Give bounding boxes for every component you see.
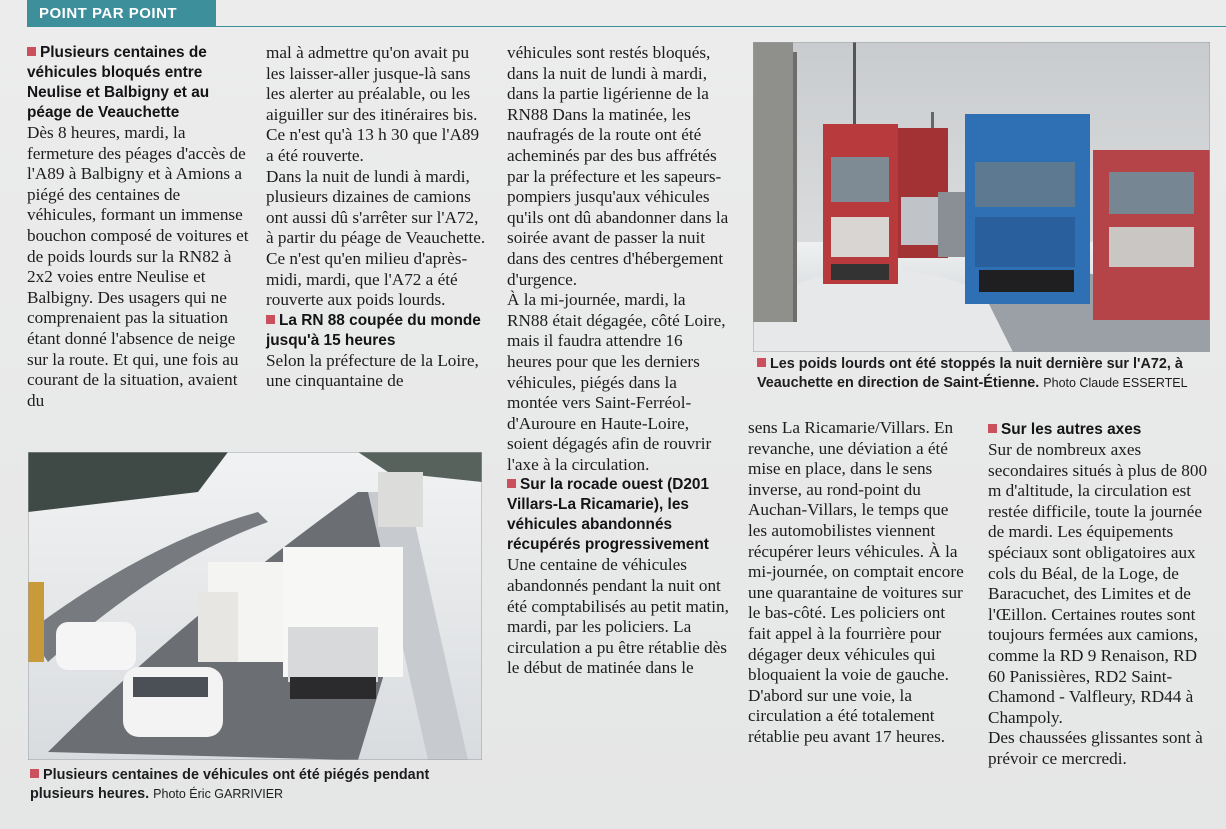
bullet-square-icon <box>266 315 275 324</box>
paragraph: sens La Ricamarie/Villars. En revanche, une déviation a été mise en place, dans le sens inverse, au rond-point du Auchan-Villars, le temps que les automobilistes viennent récupérer leurs véhicules. À la mi-journée, on comptait encore une quarantaine de voitures sur le bas-côté. Les policiers ont fait appel à la fourrière pour dégager deux véhicules qui bloquaient la voie de gauche. D'abord sur une voie, la circulation a été totalement rétablie peu avant 17 heures. <box>748 418 964 746</box>
paragraph: Dans la nuit de lundi à mardi, plusieurs dizaines de camions ont aussi dû s'arrêter sur l'A72, à partir du péage de Veauchette. Ce n'est qu'en milieu d'après-midi, mardi, que l'A72 a été rouverte aux poids lourds. <box>266 166 486 310</box>
article-column-4 <box>748 418 970 748</box>
subheading-rocade-ouest: Sur la rocade ouest (D201 Villars-La Ricamarie), les véhicules abandonnés récupérés progressivement <box>507 476 710 554</box>
article-column-5 <box>988 420 1210 770</box>
article-column-1 <box>27 43 249 411</box>
section-tag: POINT PAR POINT <box>27 0 216 27</box>
subheading-rn88: La RN 88 coupée du monde jusqu'à 15 heures <box>266 311 481 349</box>
photo-credit: Photo Éric GARRIVIER <box>153 787 284 801</box>
caption-bottom-photo: Plusieurs centaines de véhicules ont été piégés pendant plusieurs heures. Photo Éric GARRIVIER <box>30 767 430 802</box>
paragraph: Des chaussées glissantes sont à prévoir ce mercredi. <box>988 728 1203 768</box>
paragraph: Selon la préfecture de la Loire, une cinquantaine de <box>266 350 479 391</box>
paragraph: À la mi-journée, mardi, la RN88 était dégagée, côté Loire, mais il faudra attendre 16 heures pour que les derniers véhicules, piégés dans la montée vers Saint-Ferréol-d'Auroure en Haute-Loire, soient dégagés afin de rouvrir l'axe à la circulation. <box>507 290 726 474</box>
paragraph: véhicules sont restés bloqués, dans la nuit de lundi à mardi, dans la partie ligérienne de la RN88 Dans la matinée, les naufragés de la route ont été acheminés par des bus affrétés par la préfecture et les sapeurs-pompiers jusqu'aux véhicules qu'ils ont dû abandonner dans la soirée avant de passer la nuit dans des centres d'hébergement d'urgence. <box>507 43 729 289</box>
paragraph: mal à admettre qu'on avait pu les laisser-aller jusque-là sans les alerter au préalable, ou les aiguiller sur des itinéraires bis. Ce n'est qu'à 13 h 30 que l'A89 a été rouverte. <box>266 43 480 165</box>
paragraph: Sur de nombreux axes secondaires situés à plus de 800 m d'altitude, la circulation est restée difficile, toute la journée de mardi. Les équipements spéciaux sont obligatoires aux cols du Béal, de la Loge, de Baracuchet, des Limites et de l'Œillon. Certaines routes sont toujours fermées aux camions, comme la RD 9 Renaison, RD 60 Panissières, RD2 Saint-Chamond - Valfleury, RD44 à Champoly. <box>988 440 1208 727</box>
subheading-neulise: Plusieurs centaines de véhicules bloqués entre Neulise et Balbigny et au péage de Veauchette <box>27 44 210 121</box>
bullet-square-icon <box>30 769 39 778</box>
caption-top-photo: Les poids lourds ont été stoppés la nuit dernière sur l'A72, à Veauchette en direction de Saint-Étienne. Photo Claude ESSERTEL <box>757 356 1188 391</box>
bullet-square-icon <box>507 479 516 488</box>
bullet-square-icon <box>27 47 36 56</box>
paragraph: Dès 8 heures, mardi, la fermeture des péages d'accès de l'A89 à Balbigny et à Amions a piégé des centaines de véhicules, formant un immense bouchon composé de voitures et de poids lourds sur la RN82 à 2x2 voies entre Neulise et Balbigny. Des usagers qui ne comprenaient pas la situation étant donné l'absence de neige sur la route. Et qui, une fois au courant de la situation, avaient du <box>27 123 249 410</box>
photo-traffic-jam <box>28 452 482 760</box>
subheading-autres-axes: Sur les autres axes <box>988 420 1210 440</box>
paragraph: Une centaine de véhicules abandonnés pendant la nuit ont été comptabilisés au petit matin, mardi, par les policiers. La circulation a pu être rétablie dès le début de matinée dans le <box>507 555 729 678</box>
photo-trucks-a72 <box>753 42 1210 352</box>
photo-credit: Photo Claude ESSERTEL <box>1043 376 1188 390</box>
bullet-square-icon <box>988 424 997 433</box>
article-column-2 <box>266 43 488 392</box>
bullet-square-icon <box>757 358 766 367</box>
article-column-3 <box>507 43 729 679</box>
section-rule <box>27 26 1226 27</box>
